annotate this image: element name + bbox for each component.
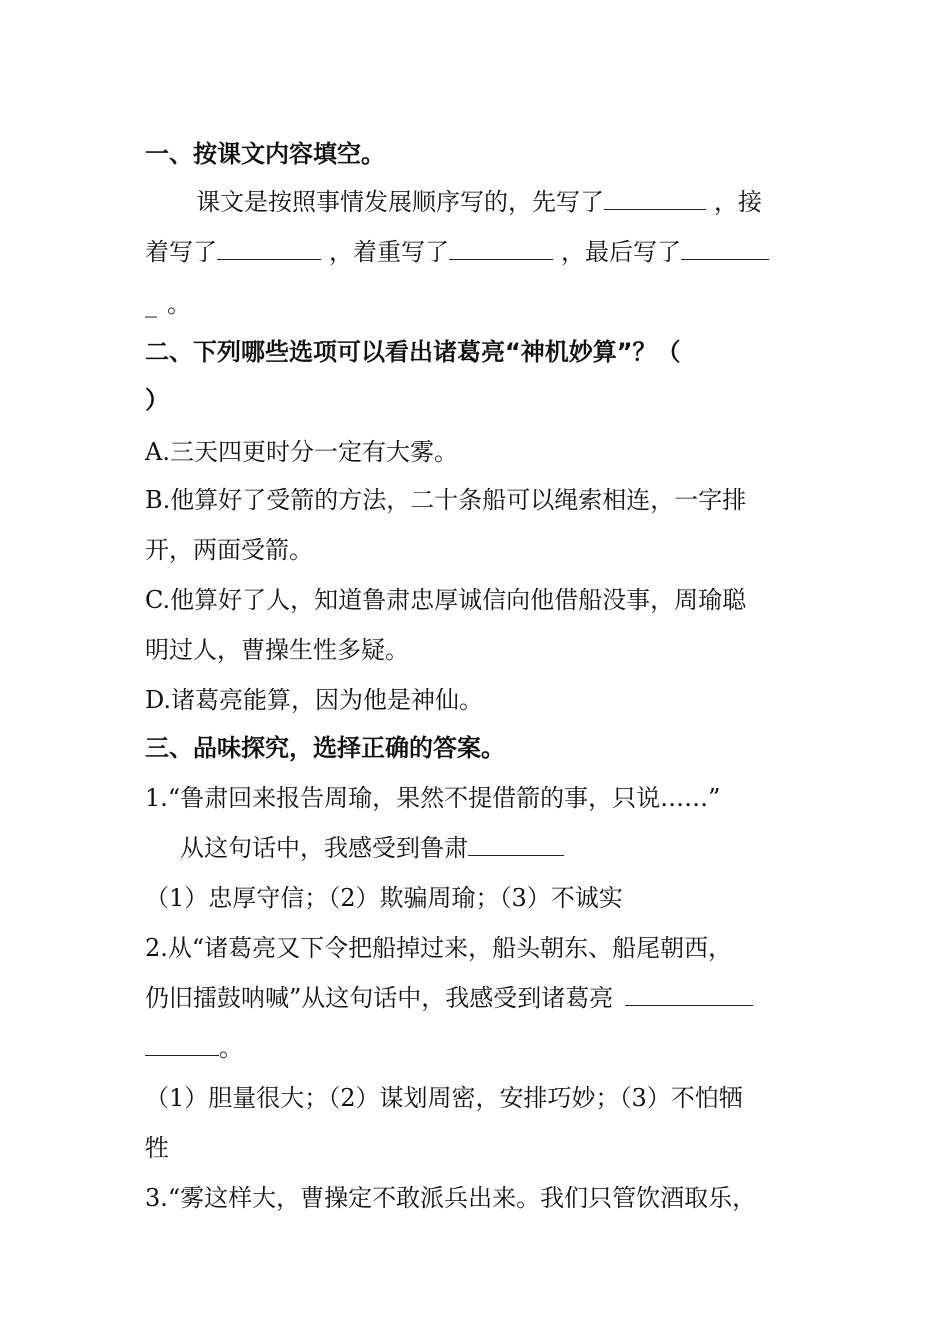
fill-blank-2[interactable]: [217, 237, 321, 260]
option-b-line1: B.他算好了受箭的方法，二十条船可以绳索相连，一字排: [145, 486, 747, 514]
question-2-options-line1: （1）胆量很大；（2）谋划周密，安排巧妙；（3）不怕牺: [145, 1084, 743, 1112]
question-2-prompt: 仍旧擂鼓呐喊”从这句话中，我感受到诸葛亮: [145, 984, 614, 1012]
option-a: A.三天四更时分一定有大雾。: [145, 438, 458, 466]
fill-blank-4[interactable]: [681, 237, 769, 260]
fill-blank-1[interactable]: [604, 187, 706, 210]
section1-line3: [145, 288, 805, 320]
section1-para-start: 课文是按照事情发展顺序写的，先写了: [196, 188, 604, 216]
fill-blank-q1[interactable]: [468, 833, 564, 856]
section1-heading: 一、按课文内容填空。: [145, 140, 385, 168]
question-1-prompt-line: [180, 832, 800, 864]
fill-blank-4-tail: _: [145, 290, 157, 318]
question-1-options: （1）忠厚守信；（2）欺骗周瑜；（3）不诚实: [145, 884, 623, 912]
section1-line1: [196, 186, 806, 218]
option-b-line2: 开，两面受箭。: [145, 536, 313, 564]
question-2-line1: 2.从“诸葛亮又下令把船掉过来，船头朝东、船尾朝西，: [145, 934, 733, 962]
fill-blank-q2[interactable]: [625, 983, 753, 1006]
section1-sep3: ，最后写了: [561, 238, 681, 266]
fill-blank-3[interactable]: [449, 237, 553, 260]
fill-blank-q2-cont[interactable]: [145, 1033, 219, 1056]
section1-line2-start: 着写了: [145, 238, 217, 266]
section2-heading: 二、下列哪些选项可以看出诸葛亮“神机妙算”？（: [145, 338, 681, 366]
section3-heading: 三、品味探究，选择正确的答案。: [145, 734, 505, 762]
question-1: 1.“鲁肃回来报告周瑜，果然不提借箭的事，只说……”: [145, 784, 721, 812]
question-2-options-line2: 牲: [145, 1134, 169, 1162]
question-3-line1: 3.“雾这样大，曹操定不敢派兵出来。我们只管饮酒取乐，: [145, 1184, 757, 1212]
option-c-line1: C.他算好了人，知道鲁肃忠厚诚信向他借船没事，周瑜聪: [145, 586, 747, 614]
section2-heading-cont: ）: [145, 386, 169, 414]
question-2-line3: [145, 1032, 805, 1064]
section1-sep2: ，着重写了: [329, 238, 449, 266]
option-c-line2: 明过人，曹操生性多疑。: [145, 636, 409, 664]
option-d: D.诸葛亮能算，因为他是神仙。: [145, 686, 484, 714]
question-1-prompt: 从这句话中，我感受到鲁肃: [180, 834, 468, 862]
section1-sep1: ，接: [714, 188, 762, 216]
section1-end: 。: [167, 290, 191, 318]
section1-line2: [145, 236, 805, 268]
question-2-end: 。: [219, 1034, 243, 1062]
question-2-line2: [145, 982, 805, 1014]
